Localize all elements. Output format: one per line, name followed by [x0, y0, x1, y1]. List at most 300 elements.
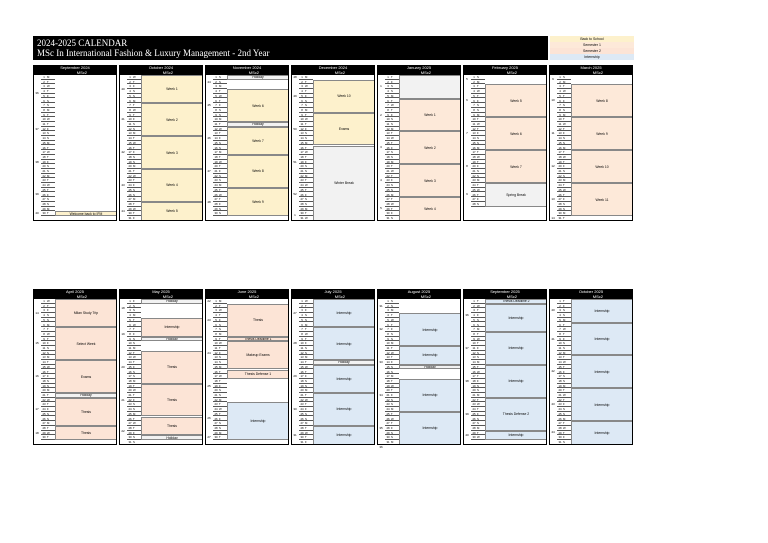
- day-number: 23: [42, 402, 46, 407]
- month-panel: [549, 65, 633, 221]
- calendar-event: Holiday: [313, 360, 375, 365]
- weekday-letter: F: [47, 341, 49, 346]
- weekday-letter: W: [305, 397, 308, 402]
- day-number: 13: [386, 355, 390, 360]
- calendar-event: Thesis: [55, 426, 117, 440]
- weekday-letter: W: [563, 89, 566, 94]
- weekday-letter: S: [391, 89, 393, 94]
- day-number: 10: [128, 341, 132, 346]
- weekday-letter: W: [133, 107, 136, 112]
- day-number: 13: [558, 355, 562, 360]
- week-number: 12: [551, 164, 555, 169]
- calendar-event: Internship: [313, 426, 375, 445]
- weekday-letter: T: [47, 336, 49, 341]
- day-number: 1: [43, 75, 45, 79]
- day-number: 25: [558, 411, 562, 416]
- day-number: 8: [215, 107, 217, 112]
- weekday-letter: F: [133, 430, 135, 435]
- weekday-letter: S: [563, 173, 565, 178]
- weekday-letter: S: [391, 150, 393, 155]
- day-number: 21: [386, 169, 390, 173]
- weekday-letter: M: [133, 197, 136, 202]
- day-number: 28: [42, 425, 46, 430]
- week-number: 16: [35, 374, 39, 379]
- day-number: 17: [386, 150, 390, 155]
- day-number: 22: [42, 397, 46, 402]
- week-number: 1: [380, 84, 382, 88]
- weekday-letter: F: [219, 383, 221, 388]
- weekday-letter: S: [391, 364, 393, 369]
- day-number: 17: [128, 374, 132, 379]
- day-number: 11: [386, 122, 390, 126]
- day-number: 24: [128, 183, 132, 188]
- day-number: 20: [558, 164, 562, 169]
- day-number: 13: [128, 131, 132, 136]
- day-number: 20: [42, 164, 46, 169]
- weekday-letter: W: [47, 299, 50, 303]
- program-name: MSc In International Fashion & Luxury Management - 2nd Year: [37, 48, 270, 58]
- weekday-letter: T: [563, 84, 565, 89]
- weekday-letter: T: [133, 350, 135, 355]
- weekday-letter: S: [391, 183, 393, 188]
- legend-internship: Internship: [550, 54, 634, 60]
- day-number: 6: [559, 98, 561, 103]
- day-number: 10: [558, 341, 562, 346]
- calendar-event: Holiday: [141, 299, 203, 304]
- weekday-letter: S: [133, 303, 135, 308]
- weekday-letter: W: [477, 369, 480, 374]
- day-number: 18: [386, 378, 390, 383]
- day-number: 16: [472, 369, 476, 374]
- calendar-event: Thesis: [141, 417, 203, 436]
- day-number: 19: [214, 159, 218, 164]
- week-number: 39: [465, 411, 469, 416]
- day-number: 8: [43, 107, 45, 112]
- day-number: 3: [473, 84, 475, 89]
- weekday-letter: W: [305, 183, 308, 188]
- day-number: 16: [42, 145, 46, 150]
- weekday-letter: M: [563, 383, 566, 388]
- weekday-letter: F: [305, 93, 307, 98]
- day-number: 14: [300, 360, 304, 365]
- day-row: [127, 440, 141, 445]
- day-number: 28: [300, 201, 304, 206]
- day-number: 25: [42, 187, 46, 192]
- weekday-letter: F: [305, 341, 307, 346]
- calendar-event: Internship: [571, 299, 633, 323]
- day-number: 14: [42, 136, 46, 141]
- day-number: 22: [300, 173, 304, 178]
- day-number: 25: [386, 411, 390, 416]
- day-number: 22: [300, 397, 304, 402]
- month-title: January 2025: [377, 65, 461, 70]
- month-title: December 2024: [291, 65, 375, 70]
- day-number: 21: [558, 169, 562, 173]
- day-number: 2: [215, 79, 217, 84]
- day-number: 12: [214, 350, 218, 355]
- day-row: [41, 435, 55, 440]
- month-panel: [205, 289, 289, 445]
- weekday-letter: M: [391, 93, 394, 98]
- day-number: 22: [386, 173, 390, 178]
- weekday-letter: M: [477, 112, 480, 117]
- week-number: 41: [121, 117, 125, 122]
- day-number: 9: [387, 336, 389, 341]
- week-number: 37: [35, 126, 39, 131]
- week-number: 27: [293, 311, 297, 315]
- week-number: 9: [552, 77, 554, 81]
- weekday-letter: M: [477, 393, 480, 397]
- weekday-letter: T: [391, 313, 393, 318]
- weekday-letter: M: [391, 407, 394, 412]
- day-number: 16: [472, 145, 476, 150]
- weekday-letter: M: [391, 308, 394, 313]
- calendar-event: Holiday: [141, 337, 203, 342]
- calendar-event: Internship: [399, 313, 461, 346]
- weekday-letter: S: [563, 341, 565, 346]
- day-number: 14: [386, 360, 390, 365]
- weekday-letter: T: [305, 122, 307, 126]
- weekday-letter: T: [219, 402, 221, 407]
- calendar-event: Internship: [313, 327, 375, 360]
- day-number: 2: [387, 79, 389, 84]
- day-number: 15: [128, 364, 132, 369]
- day-number: 6: [301, 98, 303, 103]
- day-number: 18: [386, 154, 390, 159]
- weekday-letter: S: [219, 145, 221, 150]
- day-number: 22: [472, 397, 476, 402]
- weekday-letter: T: [133, 178, 135, 183]
- day-number: 8: [473, 331, 475, 336]
- week-number: 35: [379, 425, 383, 430]
- weekday-letter: F: [219, 103, 221, 108]
- day-number: 15: [558, 140, 562, 145]
- weekday-letter: W: [305, 150, 308, 155]
- week-number: 39: [35, 192, 39, 197]
- day-number: 30: [214, 211, 218, 216]
- weekday-letter: T: [305, 435, 307, 440]
- day-number: 8: [215, 331, 217, 336]
- weekday-letter: S: [477, 388, 479, 393]
- weekday-letter: S: [391, 117, 393, 122]
- weekday-letter: S: [391, 154, 393, 159]
- day-number: 19: [472, 159, 476, 164]
- weekday-letter: S: [305, 164, 307, 169]
- weekday-letter: S: [563, 75, 565, 79]
- day-number: 28: [128, 425, 132, 430]
- weekday-letter: T: [133, 393, 135, 397]
- weekday-letter: S: [477, 75, 479, 79]
- calendar-event: Welcome back to IFM: [55, 211, 117, 216]
- week-number: 15: [35, 341, 39, 346]
- weekday-letter: S: [219, 327, 221, 332]
- day-number: 21: [42, 393, 46, 397]
- day-number: 23: [214, 178, 218, 183]
- day-number: 6: [129, 322, 131, 327]
- calendar-event: Week 4: [399, 197, 461, 221]
- weekday-letter: M: [219, 331, 222, 336]
- day-number: 13: [558, 131, 562, 136]
- day-number: 19: [42, 383, 46, 388]
- weekday-letter: S: [305, 131, 307, 136]
- weekday-letter: S: [563, 374, 565, 379]
- weekday-letter: S: [219, 425, 221, 430]
- day-number: 28: [128, 201, 132, 206]
- day-number: 17: [42, 374, 46, 379]
- weekday-letter: S: [133, 369, 135, 374]
- day-number: 13: [472, 131, 476, 136]
- week-number: 48: [207, 199, 211, 204]
- calendar-event: Week 3: [141, 136, 203, 169]
- week-number: 51: [293, 159, 297, 164]
- month-panel: [549, 289, 633, 445]
- weekday-letter: W: [133, 173, 136, 178]
- day-number: 8: [301, 107, 303, 112]
- weekday-letter: T: [391, 131, 393, 136]
- weekday-letter: T: [477, 374, 479, 379]
- weekday-letter: M: [563, 317, 566, 322]
- day-number: 24: [214, 407, 218, 412]
- day-number: 6: [559, 322, 561, 327]
- calendar-event: Week 10: [571, 150, 633, 183]
- day-number: 21: [386, 393, 390, 397]
- month-program-label: MSc2: [205, 70, 289, 75]
- day-number: 1: [129, 75, 131, 79]
- weekday-letter: T: [305, 89, 307, 94]
- weekday-letter: M: [219, 183, 222, 188]
- day-number: 12: [214, 126, 218, 131]
- weekday-letter: F: [477, 346, 479, 350]
- day-number: 14: [472, 360, 476, 365]
- day-row: [213, 211, 227, 216]
- weekday-letter: S: [47, 350, 49, 355]
- weekday-letter: T: [133, 425, 135, 430]
- day-number: 8: [559, 107, 561, 112]
- weekday-letter: F: [47, 159, 49, 164]
- day-number: 1: [301, 75, 303, 79]
- day-number: 7: [43, 103, 45, 108]
- day-number: 7: [387, 327, 389, 332]
- weekday-letter: W: [563, 122, 566, 126]
- weekday-letter: W: [391, 103, 394, 108]
- day-number: 15: [472, 364, 476, 369]
- day-number: 27: [128, 197, 132, 202]
- weekday-letter: F: [563, 303, 565, 308]
- weekday-letter: T: [305, 178, 307, 183]
- weekday-letter: S: [477, 322, 479, 327]
- weekday-letter: M: [133, 131, 136, 136]
- month-panel: [291, 65, 375, 221]
- week-number: 18: [35, 430, 39, 435]
- week-number: 38: [465, 378, 469, 383]
- weekday-letter: T: [47, 369, 49, 374]
- weekday-letter: M: [391, 440, 394, 444]
- day-number: 17: [214, 150, 218, 155]
- day-number: 31: [386, 216, 390, 220]
- calendar-event: Thesis Deadline 1: [227, 337, 289, 342]
- day-number: 14: [472, 136, 476, 141]
- day-number: 13: [128, 355, 132, 360]
- weekday-letter: M: [133, 411, 136, 416]
- weekday-letter: M: [305, 421, 308, 426]
- day-number: 10: [386, 341, 390, 346]
- day-number: 5: [301, 93, 303, 98]
- day-number: 7: [215, 103, 217, 108]
- week-number: 5: [466, 77, 468, 81]
- weekday-letter: M: [305, 107, 308, 112]
- day-number: 2: [559, 79, 561, 84]
- weekday-letter: T: [219, 411, 221, 416]
- day-number: 24: [386, 407, 390, 412]
- weekday-letter: T: [477, 430, 479, 435]
- day-number: 15: [558, 364, 562, 369]
- weekday-letter: S: [477, 416, 479, 421]
- week-number: 45: [207, 103, 211, 108]
- day-number: 2: [473, 303, 475, 308]
- weekday-letter: T: [391, 388, 393, 393]
- day-number: 27: [386, 421, 390, 426]
- weekday-letter: T: [305, 327, 307, 332]
- weekday-letter: S: [219, 206, 221, 211]
- weekday-letter: T: [305, 425, 307, 430]
- month-title: November 2024: [205, 65, 289, 70]
- day-number: 10: [300, 117, 304, 122]
- day-number: 18: [558, 154, 562, 159]
- calendar-event: Internship: [313, 299, 375, 327]
- calendar-event: Internship: [571, 355, 633, 388]
- day-number: 7: [559, 327, 561, 332]
- day-number: 3: [301, 308, 303, 313]
- day-number: 18: [42, 154, 46, 159]
- weekday-letter: F: [563, 164, 565, 169]
- calendar-event: [399, 75, 461, 99]
- weekday-letter: M: [305, 322, 308, 327]
- week-number: 41: [551, 336, 555, 341]
- week-number: 25: [207, 383, 211, 388]
- weekday-letter: F: [219, 350, 221, 355]
- weekday-letter: T: [219, 336, 221, 341]
- month-title: September 2025: [463, 289, 547, 294]
- weekday-letter: W: [391, 169, 394, 173]
- day-number: 2: [43, 79, 45, 84]
- weekday-letter: F: [47, 407, 49, 412]
- day-number: 10: [386, 117, 390, 122]
- day-number: 29: [214, 430, 218, 435]
- weekday-letter: T: [391, 75, 393, 79]
- weekday-letter: S: [305, 103, 307, 108]
- day-number: 15: [300, 364, 304, 369]
- weekday-letter: S: [391, 435, 393, 440]
- day-row: [41, 211, 55, 216]
- weekday-letter: W: [563, 425, 566, 430]
- day-number: 6: [301, 322, 303, 327]
- day-number: 10: [214, 117, 218, 122]
- weekday-letter: W: [477, 303, 480, 308]
- weekday-letter: T: [133, 327, 135, 332]
- day-number: 21: [300, 393, 304, 397]
- calendar-event: Week 7: [485, 150, 547, 183]
- weekday-letter: M: [305, 75, 308, 79]
- day-number: 30: [42, 211, 46, 216]
- day-number: 18: [300, 378, 304, 383]
- week-number: 3: [380, 145, 382, 150]
- weekday-letter: T: [563, 397, 565, 402]
- day-number: 19: [386, 159, 390, 164]
- day-number: 12: [42, 126, 46, 131]
- weekday-letter: W: [563, 393, 566, 397]
- day-number: 24: [42, 407, 46, 412]
- weekday-letter: M: [477, 360, 480, 365]
- day-number: 15: [42, 364, 46, 369]
- weekday-letter: S: [219, 355, 221, 360]
- day-number: 15: [128, 140, 132, 145]
- calendar-event: Thesis Defense 1: [227, 370, 289, 379]
- weekday-letter: M: [219, 430, 222, 435]
- weekday-letter: F: [477, 411, 479, 416]
- day-number: 18: [214, 154, 218, 159]
- weekday-letter: T: [47, 393, 49, 397]
- weekday-letter: W: [219, 159, 222, 164]
- month-program-label: MSc2: [291, 294, 375, 299]
- weekday-letter: F: [477, 197, 479, 202]
- day-number: 27: [214, 421, 218, 426]
- weekday-letter: W: [133, 140, 136, 145]
- calendar-event: Week 1: [141, 75, 203, 103]
- weekday-letter: M: [47, 206, 50, 211]
- weekday-letter: S: [219, 360, 221, 365]
- day-number: 24: [214, 183, 218, 188]
- weekday-letter: F: [477, 164, 479, 169]
- weekday-letter: F: [305, 440, 307, 444]
- day-number: 28: [214, 201, 218, 206]
- weekday-letter: T: [47, 89, 49, 94]
- month-panel: [377, 289, 461, 449]
- weekday-letter: S: [563, 313, 565, 318]
- day-number: 7: [129, 103, 131, 108]
- day-number: 31: [300, 216, 304, 220]
- weekday-letter: T: [133, 360, 135, 365]
- calendar-event: Select Week: [55, 327, 117, 360]
- month-program-label: MSc2: [205, 294, 289, 299]
- weekday-letter: S: [133, 435, 135, 440]
- day-number: 22: [214, 397, 218, 402]
- day-number: 30: [300, 435, 304, 440]
- day-number: 26: [300, 416, 304, 421]
- calendar-event: Week 6: [227, 89, 289, 122]
- month-title: October 2024: [119, 65, 203, 70]
- weekday-letter: M: [563, 211, 566, 216]
- day-number: 25: [42, 411, 46, 416]
- weekday-letter: T: [563, 93, 565, 98]
- month-program-label: MSc2: [463, 294, 547, 299]
- weekday-letter: T: [219, 122, 221, 126]
- weekday-letter: T: [219, 187, 221, 192]
- weekday-letter: M: [47, 173, 50, 178]
- weekday-letter: W: [563, 327, 566, 332]
- day-number: 20: [472, 388, 476, 393]
- weekday-letter: T: [219, 369, 221, 374]
- day-number: 17: [386, 374, 390, 379]
- day-number: 23: [128, 178, 132, 183]
- week-number: 36: [35, 91, 39, 95]
- day-number: 22: [42, 173, 46, 178]
- weekday-letter: T: [563, 421, 565, 426]
- day-number: 15: [386, 140, 390, 145]
- day-number: 11: [214, 122, 218, 126]
- weekday-letter: M: [219, 364, 222, 369]
- calendar-title: 2024-2025 CALENDAR: [37, 38, 128, 48]
- week-number: 46: [207, 136, 211, 140]
